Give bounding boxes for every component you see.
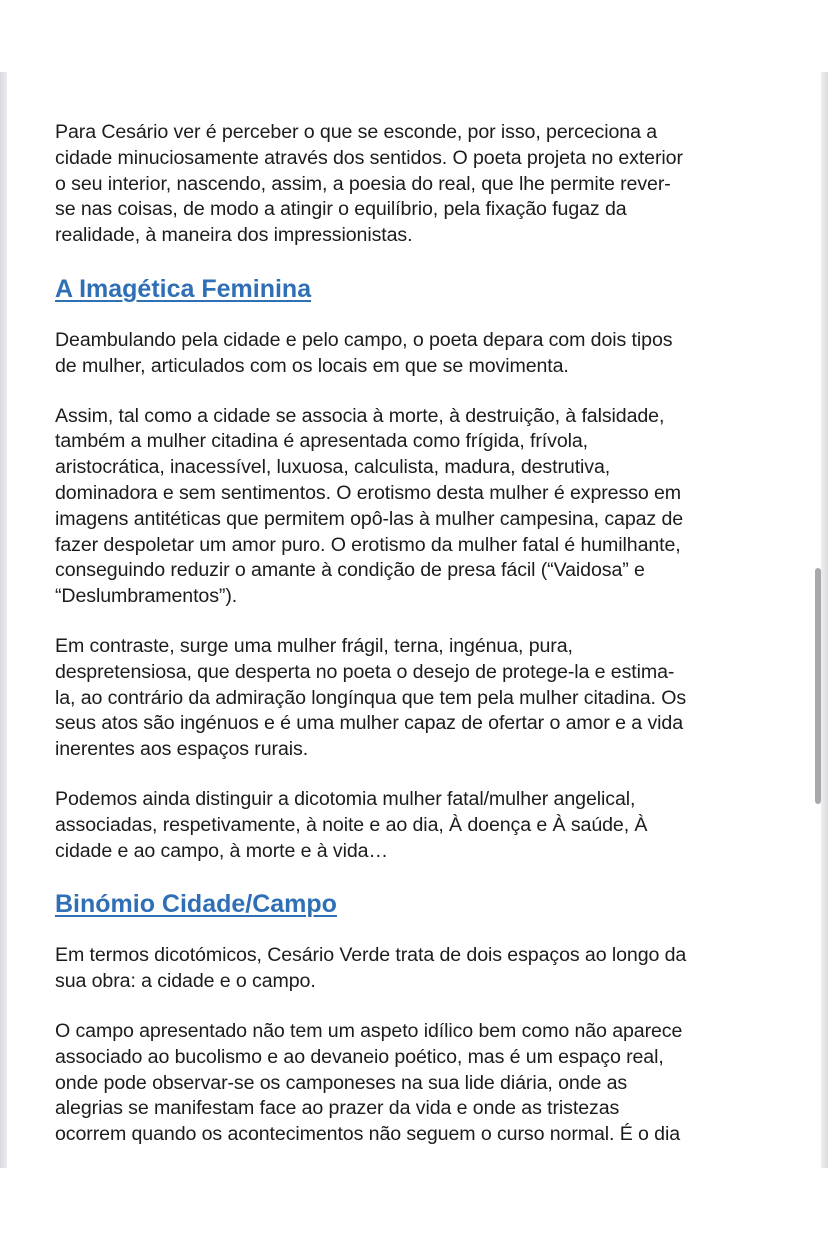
paragraph-termos-dicotomicos [55,943,795,995]
text-line: Deambulando pela cidade e pelo campo, o poeta depara com dois tipos [55,328,673,351]
text-line: fazer despoletar um amor puro. O erotismo da mulher fatal é humilhante, [55,533,681,556]
paragraph-cesario-perception [55,120,795,249]
text-line: aristocrática, inacessível, luxuosa, calculista, madura, destrutiva, [55,456,611,479]
heading-binomio-cidade-campo: Binómio Cidade/Campo [55,890,337,919]
text-line: la, ao contrário da admiração longínqua que tem pela mulher citadina. Os [55,686,687,709]
text-line: realidade, à maneira dos impressionistas. [55,224,413,247]
text-line: Em termos dicotómicos, Cesário Verde trata de dois espaços ao longo da [55,944,687,967]
text-line: dominadora e sem sentimentos. O erotismo desta mulher é expresso em [55,481,682,504]
text-line: Assim, tal como a cidade se associa à morte, à destruição, à falsidade, [55,404,665,427]
page-border-right [821,72,828,1168]
text-line: O campo apresentado não tem um aspeto idílico bem como não aparece [55,1019,683,1042]
text-line: se nas coisas, de modo a atingir o equilíbrio, pela fixação fugaz da [55,198,627,221]
text-line: conseguindo reduzir o amante à condição de presa fácil (“Vaidosa” e [55,559,645,582]
text-line: despretensiosa, que desperta no poeta o desejo de protege-la e estima- [55,660,675,683]
text-line: imagens antitéticas que permitem opô-las à mulher campesina, capaz de [55,507,684,530]
paragraph-dicotomia [55,787,795,864]
text-line: onde pode observar-se os camponeses na sua lide diária, onde as [55,1071,628,1094]
text-line: associadas, respetivamente, à noite e ao dia, À doença e À saúde, À [55,813,648,836]
text-line: alegrias se manifestam face ao prazer da vida e onde as tristezas [55,1097,620,1120]
text-line: de mulher, articulados com os locais em que se movimenta. [55,354,569,377]
text-line: sua obra: a cidade e o campo. [55,970,316,993]
text-line: cidade e ao campo, à morte e à vida… [55,839,388,862]
paragraph-campo-apresentado [55,1019,795,1148]
document-content [55,120,795,1148]
text-line: Podemos ainda distinguir a dicotomia mulher fatal/mulher angelical, [55,787,636,810]
scrollbar-thumb[interactable] [815,568,821,804]
text-line: associado ao bucolismo e ao devaneio poético, mas é um espaço real, [55,1045,664,1068]
heading-imagetica-feminina: A Imagética Feminina [55,274,312,303]
text-line: Para Cesário ver é perceber o que se esconde, por isso, perceciona a [55,121,658,143]
text-line: seus atos são ingénuos e é uma mulher capaz de ofertar o amor e a vida [55,712,683,735]
text-line: inerentes aos espaços rurais. [55,738,309,761]
paragraph-mulher-citadina [55,404,795,610]
document-page [0,72,828,1168]
text-line: o seu interior, nascendo, assim, a poesia do real, que lhe permite rever- [55,172,671,195]
paragraph-deambulando [55,328,795,380]
text-line: “Deslumbramentos”). [55,585,238,608]
text-line: também a mulher citadina é apresentada como frígida, frívola, [55,430,589,453]
paragraph-mulher-campesina [55,634,795,763]
text-line: cidade minuciosamente através dos sentidos. O poeta projeta no exterior [55,146,683,169]
text-line: ocorrem quando os acontecimentos não seguem o curso normal. É o dia [55,1123,681,1146]
text-line: Em contraste, surge uma mulher frágil, terna, ingénua, pura, [55,634,573,657]
page-border-left [0,72,7,1168]
